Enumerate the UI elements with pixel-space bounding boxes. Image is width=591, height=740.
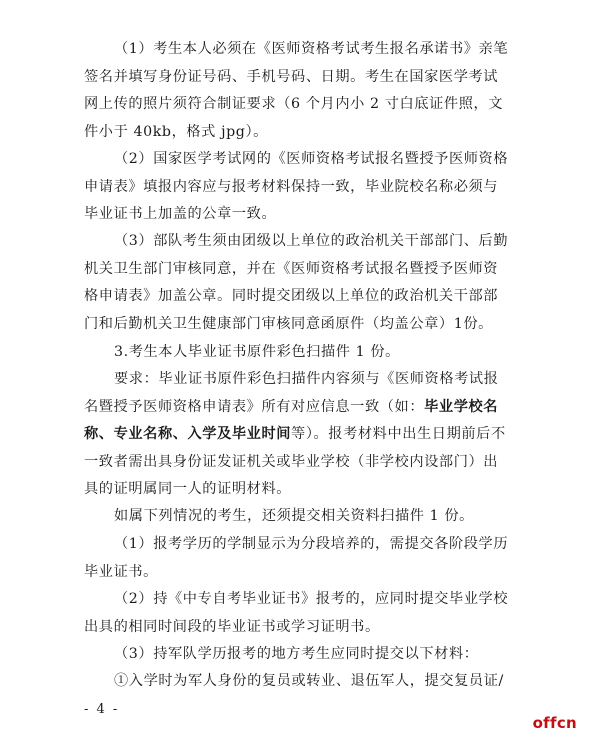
paragraph-6: 如属下列情况的考生，还须提交相关资料扫描件 1 份。	[114, 508, 474, 524]
paragraph-8: （2）持《中专自考毕业证书》报考的，应同时提交毕业学校出具的相同时间段的毕业证书或学习证明书。	[84, 591, 509, 635]
watermark-logo: offcn	[532, 714, 577, 732]
paragraph-10: ①入学时为军人身份的复员或转业、退伍军人，提交复员证/	[114, 673, 504, 689]
paragraph-5-bold-text: 毕业学校名称、专业名称、入学及毕业时间	[84, 398, 499, 442]
paragraph-9: （3）持军队学历报考的地方考生应同时提交以下材料：	[114, 646, 479, 662]
page-number: - 4 -	[84, 702, 120, 717]
paragraph-5-text-before: 要求：毕业证书原件彩色扫描件内容须与《医师资格考试报名暨授予医师资格申请表》所有对应信息一致（如：	[84, 371, 499, 415]
paragraph-3: （3）部队考生须由团级以上单位的政治机关干部部门、后勤机关卫生部门审核同意，并在《医师资格考试报名暨授予医师资格申请表》加盖公章。同时提交团级以上单位的政治机关干部部门和后勤机关卫生健康部门审核同意函原件（均盖公章）1份。	[84, 233, 509, 332]
paragraph-7: （1）报考学历的学制显示为分段培养的，需提交各阶段学历毕业证书。	[84, 536, 509, 580]
paragraph-5	[84, 366, 512, 504]
paragraph-4: 3.考生本人毕业证书原件彩色扫描件 1 份。	[114, 344, 400, 360]
paragraph-2: （2）国家医学考试网的《医师资格考试报名暨授予医师资格申请表》填报内容应与报考材料保持一致，毕业院校名称必须与毕业证书上加盖的公章一致。	[84, 151, 509, 222]
paragraph-5-text-after: 等）。报考材料中出生日期前后不一致者需出具身份证发证机关或毕业学校（非学校内设部门）出具的证明属同一人的证明材料。	[84, 426, 506, 497]
paragraph-1: （1）考生本人必须在《医师资格考试考生报名承诺书》亲笔签名并填写身份证号码、手机号码、日期。考生在国家医学考试网上传的照片须符合制证要求（6 个月内小 2 寸白底证件照，文件小于 40kb，格式 jpg）。	[84, 41, 509, 140]
